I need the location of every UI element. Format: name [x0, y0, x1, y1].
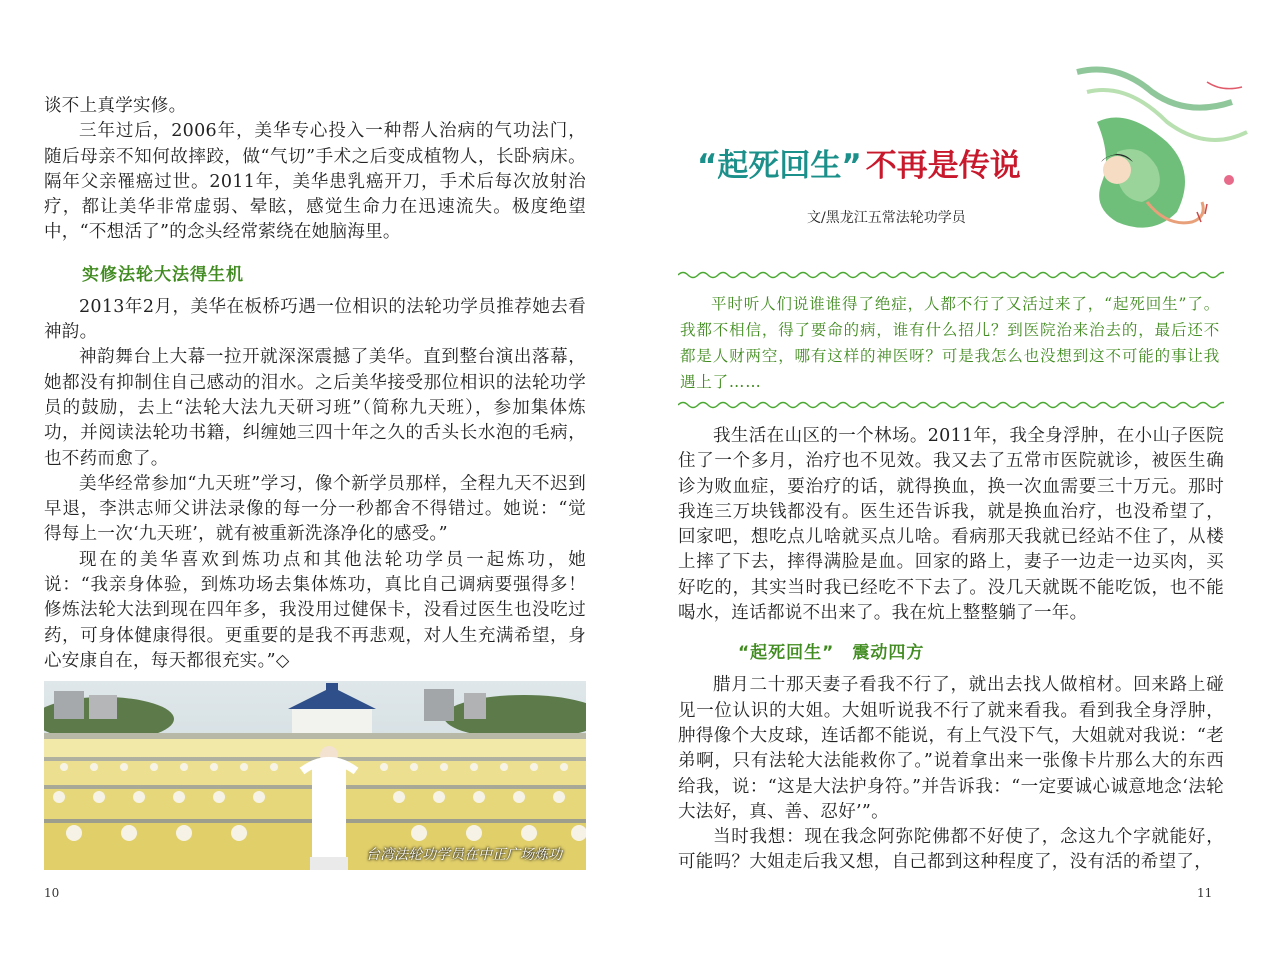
- flying-fairy-illustration: [1057, 62, 1257, 252]
- crowd-practice-illustration: [44, 681, 586, 870]
- page-number: 10: [44, 886, 60, 900]
- left-text-column: [44, 94, 586, 674]
- paragraph: 我生活在山区的一个林场。2011年，我全身浮肿，在小山子医院住了一个多月，治疗也不见效。我又去了五常市医院就诊，被医生确诊为败血症，要治疗的话，就得换血，换一次血需要三十万元。那时我连三万块钱都没有。医生还告诉我，就是换血治疗，也没希望了，回家吧，想吃点儿啥就买点儿啥。看病那天我就已经站不住了，从楼上摔了下去，摔得满脸是血。回家的路上，妻子一边走一边买肉，买好吃的，其实当时我已经吃不下去了。没几天就既不能吃饭，也不能喝水，连话都说不出来了。我在炕上整整躺了一年。: [678, 426, 1224, 624]
- paragraph: 三年过后，2006年，美华专心投入一种帮人治病的气功法门，随后母亲不知何故摔跤，做“气切”手术之后变成植物人，长卧病床。隔年父亲罹癌过世。2011年，美华患乳癌开刀，手术后每次放射治疗，都让美华非常虚弱、晕眩，感觉生命力在迅速流失。极度绝望中，“不想活了”的念头经常萦绕在她脑海里。: [44, 121, 586, 243]
- byline: 文/黑龙江五常法轮功学员: [807, 210, 966, 226]
- paragraph: 美华经常参加“九天班”学习，像个新学员那样，全程九天不迟到早退，李洪志师父讲法录像的每一分一秒都舍不得错过。她说：“觉得每上一次‘九天班’，就有被重新洗涤净化的感受。”: [44, 473, 586, 545]
- right-text-column: [678, 424, 1224, 876]
- article-title: [697, 140, 1021, 185]
- right-page: [632, 0, 1265, 978]
- section-heading: “起死回生” 震动四方: [738, 643, 925, 664]
- paragraph: 现在的美华喜欢到炼功点和其他法轮功学员一起炼功，她说：“我亲身体验，到炼功场去集体炼功，真比自己调病要强得多！修炼法轮大法到现在四年多，我没用过健保卡，没看过医生也没吃过药，可身体健康得很。更重要的是我不再悲观，对人生充满希望，身心安康自在，每天都很充实。”◇: [44, 549, 586, 671]
- section-heading: 实修法轮大法得生机: [82, 264, 244, 285]
- practice-photo: [44, 681, 586, 870]
- title-part-2: 不再是传说: [865, 148, 1021, 184]
- paragraph: 神韵舞台上大幕一拉开就深深震撼了美华。直到整台演出落幕，她都没有抑制住自己感动的泪水。之后美华接受那位相识的法轮功学员的鼓励，去上“法轮大法九天研习班”（简称九天班），参加集体炼功，并阅读法轮功书籍，纠缠她三四十年之久的舌头长水泡的毛病，也不药而愈了。: [44, 347, 586, 469]
- paragraph: 当时我想：现在我念阿弥陀佛都不好使了，念这九个字就能好，可能吗？大姐走后我又想，自己都到这种程度了，没有活的希望了，: [678, 827, 1224, 873]
- paragraph: 谈不上真学实修。: [44, 96, 187, 116]
- paragraph: 2013年2月，美华在板桥巧遇一位相识的法轮功学员推荐她去看神韵。: [44, 296, 586, 343]
- photo-caption: 台湾法轮功学员在中正广场炼功: [366, 847, 562, 863]
- title-part-1: “起死回生”: [697, 148, 862, 184]
- wave-divider-bottom: [678, 400, 1224, 410]
- page-number: 11: [1197, 886, 1213, 900]
- intro-paragraph: 平时听人们说谁谁得了绝症，人都不行了又活过来了，“起死回生”了。我都不相信，得了要命的病，谁有什么招儿？到医院治来治去的，最后还不都是人财两空，哪有这样的神医呀？可是我怎么也没想到这不可能的事让我遇上了……: [680, 295, 1220, 391]
- paragraph: 腊月二十那天妻子看我不行了，就出去找人做棺材。回来路上碰见一位认识的大姐。大姐听说我不行了就来看我。看到我全身浮肿，肿得像个大皮球，连话都不能说，有上气没下气，大姐就对我说：“老弟啊，只有法轮大法能救你了。”说着拿出来一张像卡片那么大的东西给我，说：“这是大法护身符。”并告诉我：“一定要诚心诚意地念‘法轮大法好，真、善、忍好’”。: [678, 675, 1224, 822]
- wave-divider-top: [678, 270, 1224, 280]
- fairy-image: [1057, 62, 1257, 252]
- left-page: [0, 0, 632, 978]
